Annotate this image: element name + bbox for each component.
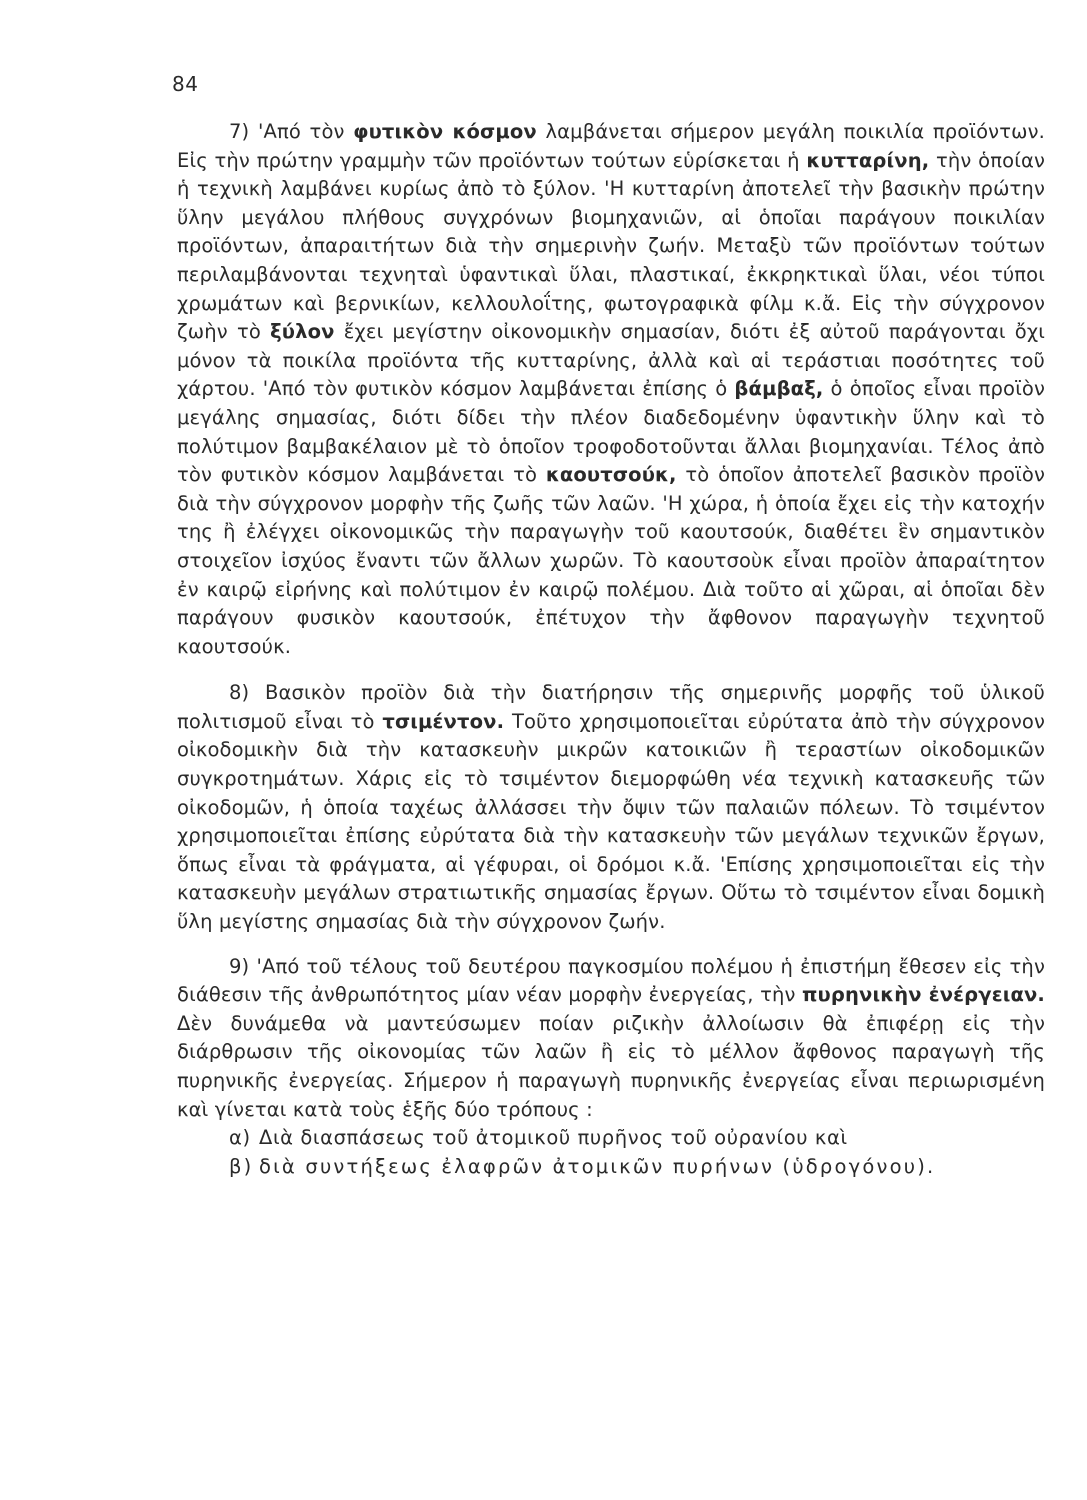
page-number: 84 (172, 72, 199, 96)
method-list (177, 1124, 1045, 1181)
list-item (177, 1153, 1045, 1182)
bold-term-plant-world: φυτικὸν κόσμον (353, 120, 537, 143)
bold-term-nuclear-energy: πυρηνικὴν ἐνέργειαν. (801, 983, 1045, 1007)
text-run: 9) 'Από τοῦ τέλους τοῦ δευτέρου παγκοσμίου πολέμου ἡ ἐπιστήμη ἔθεσεν εἰς τὴν διάθεσιν τῆς ἀνθρωπότητος μίαν νέαν μορφὴν ἐνεργείας, τὴν (177, 954, 1045, 1007)
text-run: τὴν ὁποίαν ἡ τεχνικὴ λαμβάνει κυρίως ἀπὸ τὸ ξύλον. 'Η κυτταρίνη ἀποτελεῖ τὴν βασικὴν πρώτην ὕλην μεγάλου πλήθους συγχρόνων βιομηχανιῶν, αἱ ὁποῖαι παράγουν ποικιλίαν προϊόντων, ἀπαραιτήτων διὰ τὴν σημερινὴν ζωήν. Μεταξὺ τῶν προϊόντων τούτων περιλαμβάνονται τεχνηταὶ ὑφαντικαὶ ὕλαι, πλαστικαί, ἐκκρηκτικαὶ ὕλαι, νέοι τύποι χρωμάτων καὶ βερνικίων, κελλουλοΐτης, φωτογραφικὰ φίλμ κ.ἄ. Εἰς τὴν σύγχρονον ζωὴν τὸ (177, 148, 1046, 344)
bold-term-wood: ξύλον (270, 320, 335, 344)
list-item-text: Διὰ διασπάσεως τοῦ ἀτομικοῦ πυρῆνος τοῦ οὐρανίου καὶ (259, 1126, 848, 1150)
bold-term-cement: τσιμέντον. (382, 709, 505, 733)
paragraph-9 (177, 953, 1045, 1125)
list-item-text: διὰ συντήξεως ἐλαφρῶν ἀτομικῶν πυρήνων (ὑδρογόνου). (259, 1154, 936, 1178)
bold-term-cotton: βάμβαξ, (734, 377, 824, 401)
text-run: ὁ ὁποῖος εἶναι προϊὸν μεγάλης σημασίας, διότι δίδει τὴν πλέον διαδεδομένην ὑφαντικὴν ὕλην καὶ τὸ πολύτιμον βαμβακέλαιον μὲ τὸ ὁποῖον τροφοδοτοῦνται ἄλλαι βιομηχανίαι. Τέλος ἀπὸ τὸν φυτικὸν κόσμον λαμβάνεται τὸ (177, 377, 1045, 487)
text-run: Δὲν δυνάμεθα νὰ μαντεύσωμεν ποίαν ριζικὴν ἀλλοίωσιν θὰ ἐπιφέρῃ εἰς τὴν διάρθρωσιν τῆς οἰκονομίας τῶν λαῶν ἢ εἰς τὸ μέλλον ἄφθονος παραγωγὴ τῆς πυρηνικῆς ἐνεργείας. Σήμερον ἡ παραγωγὴ πυρηνικῆς ἐνεργείας εἶναι περιωρισμένη καὶ γίνεται κατὰ τοὺς ἑξῆς δύο τρόπους : (177, 1011, 1045, 1121)
text-run: λαμβάνεται σήμερον μεγάλη ποικιλία προϊόντων. Εἰς τὴν πρώτην γραμμὴν τῶν προϊόντων τούτων εὑρίσκεται ἡ (177, 120, 1045, 172)
list-item (177, 1124, 1045, 1153)
list-marker: α) (229, 1126, 251, 1150)
bold-term-rubber: καουτσούκ, (545, 463, 677, 487)
text-run: 7) 'Από τὸν (229, 120, 354, 143)
paragraph-8 (177, 679, 1045, 936)
text-run: ἔχει μεγίστην οἰκονομικὴν σημασίαν, διότι ἐξ αὐτοῦ παράγονται ὄχι μόνον τὰ ποικίλα προϊόντα τῆς κυτταρίνης, ἀλλὰ καὶ αἱ τεράστιαι ποσότητες τοῦ χάρτου. 'Από τὸν φυτικὸν κόσμον λαμβάνεται ἐπίσης ὁ (177, 320, 1045, 401)
list-marker: β) (229, 1154, 254, 1178)
body-text (177, 118, 1045, 1181)
paragraph-7 (177, 118, 1045, 661)
text-run: 8) Βασικὸν προϊὸν διὰ τὴν διατήρησιν τῆς σημερινῆς μορφῆς τοῦ ὑλικοῦ πολιτισμοῦ εἶναι τὸ (177, 681, 1045, 733)
text-run: τὸ ὁποῖον ἀποτελεῖ βασικὸν προϊὸν διὰ τὴν σύγχρονον μορφὴν τῆς ζωῆς τῶν λαῶν. 'Η χώρα, ἡ ὁποία ἔχει εἰς τὴν κατοχήν της ἢ ἐλέγχει οἰκονομικῶς τὴν παραγωγὴν τοῦ καουτσούκ, διαθέτει ἓν σημαντικὸν στοιχεῖον ἰσχύος ἔναντι τῶν ἄλλων χωρῶν. Τὸ καουτσοὺκ εἶναι προϊὸν ἀπαραίτητον ἐν καιρῷ εἰρήνης καὶ πολύτιμον ἐν καιρῷ πολέμου. Διὰ τοῦτο αἱ χῶραι, αἱ ὁποῖαι δὲν παράγουν φυσικὸν καουτσούκ, ἐπέτυχον τὴν ἄφθονον παραγωγὴν τεχνητοῦ καουτσούκ. (177, 463, 1045, 658)
text-run: Τοῦτο χρησιμοποιεῖται εὐρύτατα ἀπὸ τὴν σύγχρονον οἰκοδομικὴν διὰ τὴν κατασκευὴν μικρῶν κατοικιῶν ἢ τεραστίων οἰκοδομικῶν συγκροτημάτων. Χάρις εἰς τὸ τσιμέντον διεμορφώθη νέα τεχνικὴ κατασκευῆς τῶν οἰκοδομῶν, ἡ ὁποία ταχέως ἀλλάσσει τὴν ὄψιν τῶν παλαιῶν πόλεων. Τὸ τσιμέντον χρησιμοποιεῖται ἐπίσης εὐρύτατα διὰ τὴν κατασκευὴν τῶν μεγάλων τεχνικῶν ἔργων, ὅπως εἶναι τὰ φράγματα, αἱ γέφυραι, οἱ δρόμοι κ.ἄ. 'Επίσης χρησιμοποιεῖται εἰς τὴν κατασκευὴν μεγάλων στρατιωτικῆς σημασίας ἔργων. Οὕτω τὸ τσιμέντον εἶναι δομικὴ ὕλη μεγίστης σημασίας διὰ τὴν σύγχρονον ζωήν. (177, 709, 1045, 934)
bold-term-cellulose: κυτταρίνη, (806, 148, 930, 172)
